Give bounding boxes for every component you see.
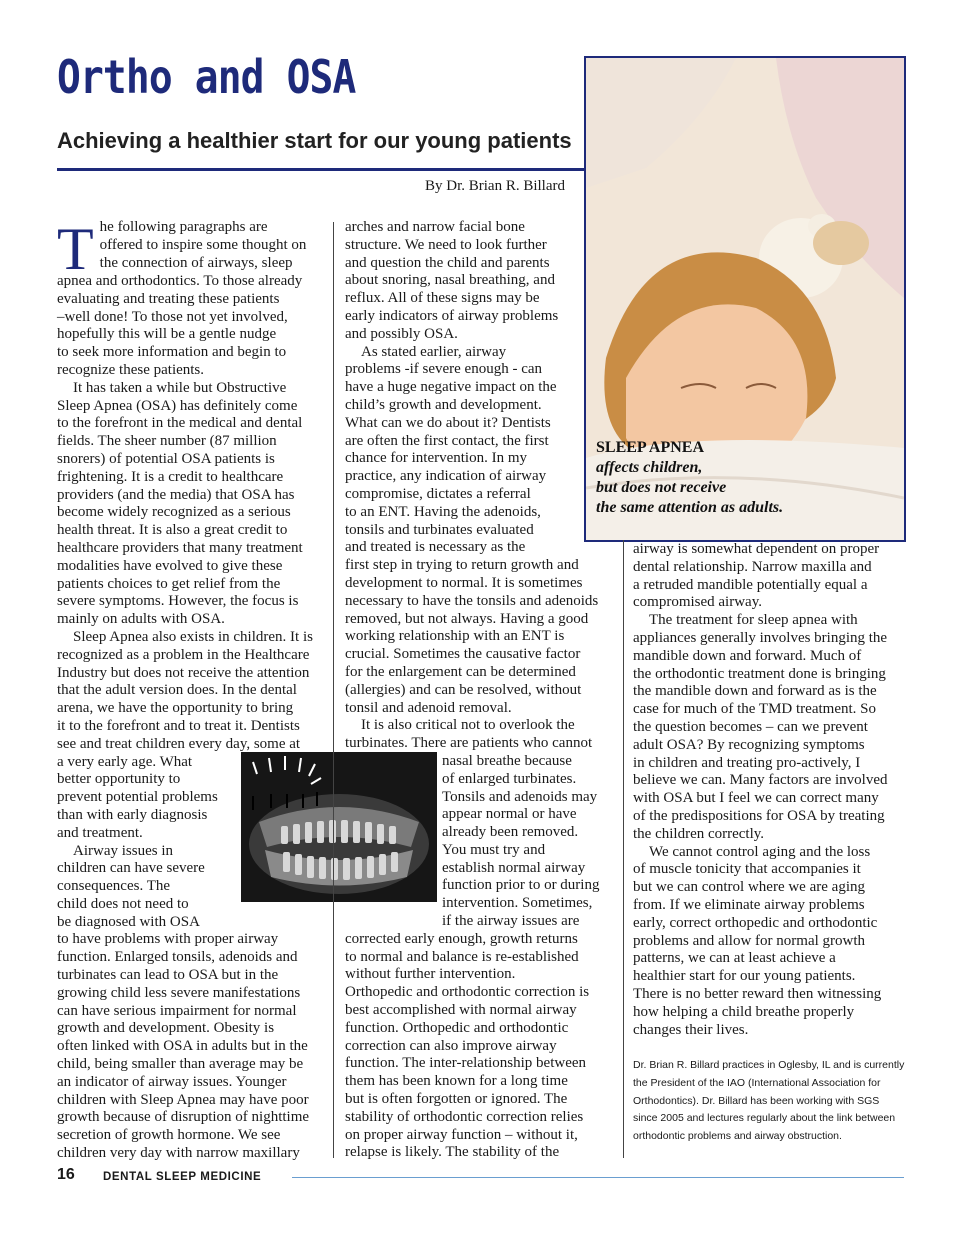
article-column-3: [633, 541, 913, 1039]
text-line: function. Orthopedic and orthodontic: [345, 1019, 569, 1036]
text-line: healthier start for our young patients.: [633, 968, 856, 985]
paragraph: [57, 843, 327, 1163]
text-line: are often the first contact, the first: [345, 432, 549, 449]
text-line: Airway issues in: [73, 842, 173, 859]
bio-line: since 2005 and lectures regularly about the link between: [633, 1112, 896, 1125]
text-line: It is also critical not to overlook the: [361, 717, 575, 734]
text-line: the children correctly.: [633, 825, 765, 842]
article-column-2: [345, 219, 615, 1162]
text-line: and treated is necessary as the: [345, 539, 526, 556]
text-line: best accomplished with normal airway: [345, 1002, 577, 1019]
text-line: (allergies) and can be resolved, without: [345, 681, 582, 698]
paragraph: [345, 717, 615, 1162]
footer-rule: [292, 1177, 904, 1178]
text-line: reflux. All of these signs may be: [345, 290, 540, 307]
text-line: children with Sleep Apnea may have poor: [57, 1091, 309, 1108]
text-line: and question the child and parents: [345, 254, 550, 271]
text-line: from. If we eliminate airway problems: [633, 896, 865, 913]
paragraph: [633, 844, 913, 1040]
text-line: It has taken a while but Obstructive: [73, 379, 287, 396]
text-line: that the adult version does. In the dental: [57, 682, 297, 699]
text-line: dental relationship. Narrow maxilla and: [633, 558, 872, 575]
text-line: severe symptoms. However, the focus is: [57, 593, 299, 610]
text-line: establish normal airway: [442, 859, 586, 876]
text-line: There is no better reward then witnessing: [633, 985, 882, 1002]
text-line: apnea and orthodontics. To those already: [57, 273, 303, 289]
text-line: the question becomes – can we prevent: [633, 718, 868, 735]
text-line: with OSA but I feel we can correct many: [633, 790, 879, 807]
text-line: airway is somewhat dependent on proper: [633, 541, 880, 557]
text-line: function. The inter-relationship between: [345, 1055, 587, 1072]
text-line: working relationship with an ENT is: [345, 628, 565, 645]
text-line: recognize these patients.: [57, 361, 205, 378]
photo-caption: [596, 438, 783, 518]
caption-line: but does not receive: [596, 479, 727, 496]
paragraph: [633, 541, 913, 612]
text-line: adult OSA? By recognizing symptoms: [633, 736, 865, 753]
text-line: Industry but does not receive the attention: [57, 664, 310, 681]
text-line: crucial. Sometimes the causative factor: [345, 646, 581, 663]
text-line: problems and allow for normal growth: [633, 932, 866, 949]
text-line: chance for intervention. In my: [345, 450, 528, 467]
text-line: early indicators of airway problems: [345, 307, 559, 324]
text-line: patterns, we can at least achieve a: [633, 950, 836, 967]
text-line: early, correct orthopedic and orthodontic: [633, 914, 878, 931]
text-line: practice, any indication of airway: [345, 468, 547, 485]
text-line: without further intervention.: [345, 966, 516, 983]
text-line: removed, but not always. Having a good: [345, 610, 589, 627]
magazine-name: DENTAL SLEEP MEDICINE: [103, 1171, 262, 1183]
text-line: health threat. It is also a great credit to: [57, 522, 288, 539]
text-line: function. Enlarged tonsils, adenoids and: [57, 949, 298, 966]
text-line: healthcare providers that many treatment: [57, 539, 303, 556]
text-line: it to the forefront and to treat it. Dentists: [57, 717, 300, 734]
article-column-1: [57, 216, 327, 1163]
text-line: necessary to have the tonsils and adenoids: [345, 592, 599, 609]
text-line: already been removed.: [442, 824, 579, 841]
text-line: than with early diagnosis: [57, 806, 208, 823]
article-title: Ortho and OSA: [57, 50, 356, 104]
text-line: but we can control where we are aging: [633, 879, 865, 896]
text-line: corrected early enough, growth returns: [345, 930, 578, 947]
paragraph: [57, 629, 327, 843]
text-line: Sleep Apnea also exists in children. It is: [73, 628, 313, 645]
text-line: We cannot control aging and the loss: [649, 843, 871, 860]
text-line: growth because of disruption of nighttime: [57, 1109, 310, 1126]
text-line: development to normal. It is sometimes: [345, 574, 583, 591]
paragraph: [345, 344, 615, 718]
text-line: for the enlargement can be determined: [345, 663, 576, 680]
paragraph: [633, 612, 913, 843]
text-line: to have problems with proper airway: [57, 931, 279, 948]
text-line: changes their lives.: [633, 1021, 749, 1038]
text-line: believe we can. Many factors are involved: [633, 772, 888, 789]
text-line: nasal breathe because: [442, 752, 572, 769]
text-line: the connection of airways, sleep: [99, 254, 293, 271]
page-number: 16: [57, 1166, 75, 1183]
text-line: first step in trying to return growth and: [345, 557, 579, 574]
text-line: growth and development. Obesity is: [57, 1020, 275, 1037]
text-line: child does not need to: [57, 895, 189, 912]
text-line: a retruded mandible potentially equal a: [633, 576, 868, 593]
text-line: frightening. It is a credit to healthcare: [57, 468, 284, 485]
text-line: of enlarged turbinates.: [442, 770, 577, 787]
text-line: turbinates. There are patients who cannot: [345, 735, 593, 752]
drop-cap: T: [57, 216, 94, 282]
text-line: correction can also improve airway: [345, 1037, 557, 1054]
caption-line: the same attention as adults.: [596, 499, 784, 516]
text-line: the orthodontic treatment done is bringing: [633, 665, 886, 682]
text-line: Sleep Apnea (OSA) has definitely come: [57, 397, 298, 414]
text-line: in children and treating pro-actively, I: [633, 754, 861, 771]
byline: By Dr. Brian R. Billard: [425, 178, 565, 194]
text-line: if the airway issues are: [442, 913, 580, 930]
text-line: tonsil and adenoid removal.: [345, 699, 512, 716]
text-line: As stated earlier, airway: [361, 343, 507, 360]
text-line: function prior to or during: [442, 877, 600, 894]
author-bio: [633, 1057, 913, 1146]
text-line: children can have severe: [57, 860, 205, 877]
bio-line: the President of the IAO (International Association for: [633, 1076, 881, 1089]
text-line: fields. The sheer number (87 million: [57, 433, 277, 450]
article-subtitle: Achieving a healthier start for our young patients: [57, 128, 572, 153]
text-line: modalities have evolved to give these: [57, 557, 283, 574]
text-line: snorers) of potential OSA patients is: [57, 450, 275, 467]
text-line: case for much of the TMD treatment. So: [633, 701, 876, 718]
text-line: children very day with narrow maxillary: [57, 1145, 300, 1162]
text-line: relapse is likely. The stability of the: [345, 1144, 560, 1161]
text-line: can have serious impairment for normal: [57, 1002, 297, 1019]
text-line: You must try and: [442, 841, 546, 858]
text-line: and treatment.: [57, 824, 143, 841]
text-line: he following paragraphs are: [99, 219, 268, 235]
text-line: intervention. Sometimes,: [442, 895, 593, 912]
text-line: consequences. The: [57, 878, 171, 895]
text-line: –well done! To those not yet involved,: [57, 308, 288, 325]
text-line: to the forefront in the medical and dental: [57, 415, 303, 432]
text-line: on proper airway function – without it,: [345, 1126, 578, 1143]
text-line: a very early age. What: [57, 753, 193, 770]
text-line: The treatment for sleep apnea with: [649, 612, 858, 629]
text-line: to normal and balance is re-established: [345, 948, 579, 965]
text-line: to an ENT. Having the adenoids,: [345, 503, 541, 520]
text-line: tonsils and turbinates evaluated: [345, 521, 534, 538]
text-line: Tonsils and adenoids may: [442, 788, 598, 805]
text-line: to seek more information and begin to: [57, 344, 287, 361]
text-line: better opportunity to: [57, 771, 181, 788]
title-rule: [57, 168, 585, 171]
paragraph: [345, 219, 615, 344]
text-line: What can we do about it? Dentists: [345, 414, 551, 431]
text-line: often linked with OSA in adults but in the: [57, 1038, 308, 1055]
text-line: the mandible down and forward as is the: [633, 683, 877, 700]
text-line: offered to inspire some thought on: [99, 236, 307, 253]
text-line: structure. We need to look further: [345, 236, 547, 253]
text-line: mandible down and forward. Much of: [633, 647, 862, 664]
text-line: stability of orthodontic correction relies: [345, 1108, 584, 1125]
text-line: about snoring, nasal breathing, and: [345, 272, 555, 289]
text-line: evaluating and treating these patients: [57, 290, 280, 307]
text-line: recognized as a problem in the Healthcare: [57, 646, 310, 663]
caption-heading: SLEEP APNEA: [596, 439, 705, 456]
text-line: how helping a child breathe properly: [633, 1003, 855, 1020]
caption-line: affects children,: [596, 459, 703, 476]
text-line: of muscle tonicity that accompanies it: [633, 861, 861, 878]
text-line: appliances generally involves bringing the: [633, 629, 888, 646]
text-line: secretion of growth hormone. We see: [57, 1127, 281, 1144]
text-line: Orthopedic and orthodontic correction is: [345, 984, 590, 1001]
bio-line: orthodontic problems and airway obstruction.: [633, 1130, 842, 1143]
text-line: have a huge negative impact on the: [345, 379, 557, 396]
text-line: problems -if severe enough - can: [345, 361, 543, 378]
text-line: of the predispositions for OSA by treating: [633, 807, 885, 824]
bio-line: Orthodontics). Dr. Billard has been working with SGS: [633, 1094, 880, 1107]
paragraph: [57, 216, 327, 380]
text-line: growing child less severe manifestations: [57, 984, 301, 1001]
text-line: appear normal or have: [442, 806, 577, 823]
paragraph: [57, 380, 327, 629]
text-line: be diagnosed with OSA: [57, 913, 200, 930]
text-line: providers (and the media) that OSA has: [57, 486, 295, 503]
text-line: child’s growth and development.: [345, 396, 542, 413]
text-line: but is often forgotten or ignored. The: [345, 1091, 568, 1108]
text-line: mainly on adults with OSA.: [57, 611, 225, 628]
text-line: them has been known for a long time: [345, 1073, 568, 1090]
text-line: arches and narrow facial bone: [345, 219, 525, 235]
text-line: and possibly OSA.: [345, 325, 458, 342]
text-line: prevent potential problems: [57, 789, 218, 806]
bio-line: Dr. Brian R. Billard practices in Oglesby, IL and is currently: [633, 1059, 905, 1071]
column-divider: [333, 222, 334, 1158]
column-divider: [623, 540, 624, 1158]
text-line: see and treat children every day, some at: [57, 735, 301, 752]
text-line: patients choices to get relief from the: [57, 575, 281, 592]
text-line: compromise, dictates a referral: [345, 485, 531, 502]
text-line: hopefully this will be a gentle nudge: [57, 326, 277, 343]
text-line: become widely recognized as a serious: [57, 504, 291, 521]
text-line: an indicator of airway issues. Younger: [57, 1073, 287, 1090]
text-line: child, being smaller than average may be: [57, 1056, 304, 1073]
text-line: turbinates can lead to OSA but in the: [57, 967, 279, 984]
text-line: compromised airway.: [633, 594, 762, 611]
text-line: arena, we have the opportunity to bring: [57, 700, 294, 717]
